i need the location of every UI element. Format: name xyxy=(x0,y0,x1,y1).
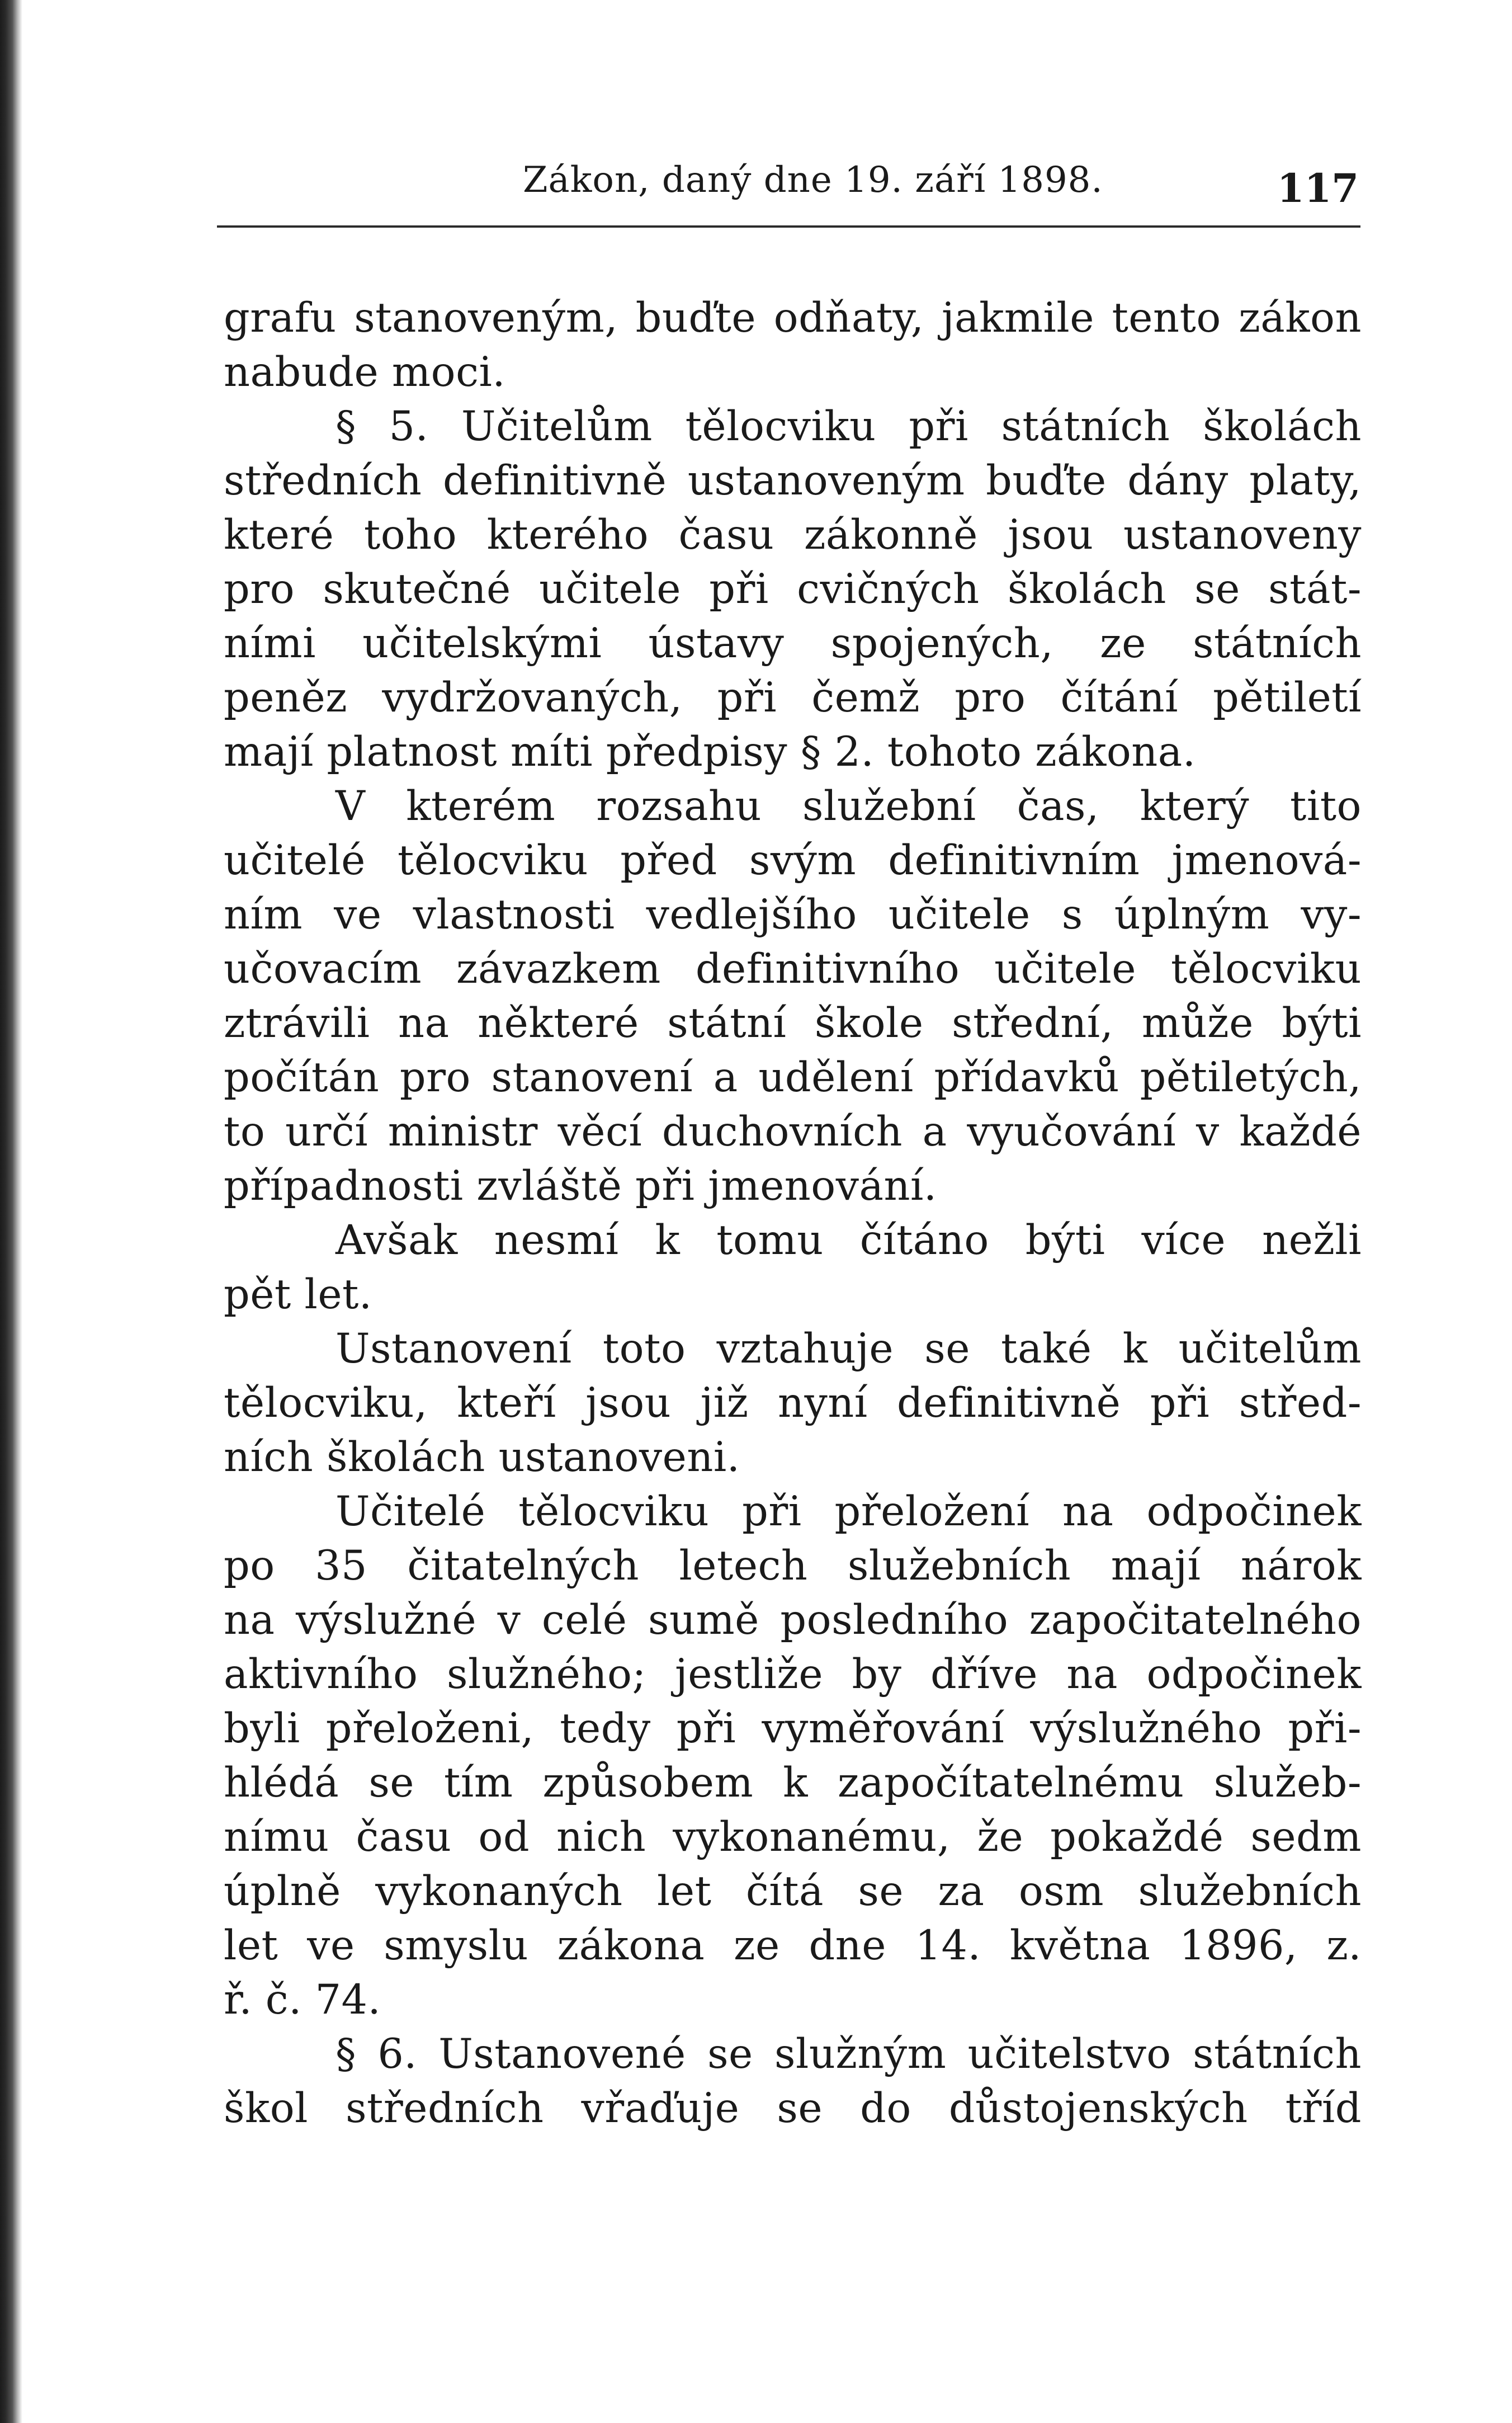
text-line: Učitelé tělocviku při přeložení na odpočinek xyxy=(336,1488,1362,1535)
text-line: ním ve vlastnosti vedlejšího učitele s úplným vy- xyxy=(224,891,1362,939)
text-line: tělocviku, kteří jsou již nyní definitivně při střed- xyxy=(224,1379,1362,1427)
text-line: mají platnost míti předpisy § 2. tohoto zákona. xyxy=(224,728,1196,776)
text-line: případnosti zvláště při jmenování. xyxy=(224,1162,937,1210)
text-line: § 6. Ustanovené se služným učitelstvo státních xyxy=(336,2030,1362,2078)
text-line: škol středních vřaďuje se do důstojenských tříd xyxy=(224,2085,1362,2132)
text-line: § 5. Učitelům tělocviku při státních školách xyxy=(336,403,1362,450)
text-line: hlédá se tím způsobem k započítatelnému služeb- xyxy=(224,1759,1362,1807)
text-line: učitelé tělocviku před svým definitivním jmenová- xyxy=(224,837,1362,884)
text-line: které toho kterého času zákonně jsou ustanoveny xyxy=(224,511,1362,559)
text-line: ních školách ustanoveni. xyxy=(224,1434,740,1481)
text-line: pro skutečné učitele při cvičných školách se stát- xyxy=(224,565,1362,613)
header-rule xyxy=(217,225,1360,228)
page-header xyxy=(224,159,1359,215)
text-line: učovacím závazkem definitivního učitele tělocviku xyxy=(224,945,1362,993)
text-line: ř. č. 74. xyxy=(224,1976,381,2024)
text-line: středních definitivně ustanoveným buďte dány platy, xyxy=(224,457,1362,505)
text-line: Ustanovení toto vztahuje se také k učitelům xyxy=(336,1325,1362,1373)
page-number: 117 xyxy=(1277,165,1359,211)
text-line: V kterém rozsahu služební čas, který tito xyxy=(336,782,1362,830)
text-line: byli přeloženi, tedy při vyměřování výslužného při- xyxy=(224,1705,1362,1752)
text-line: úplně vykonaných let čítá se za osm služebních xyxy=(224,1868,1362,1915)
text-line: počítán pro stanovení a udělení přídavků pětiletých, xyxy=(224,1054,1362,1101)
scan-edge-shadow xyxy=(0,0,22,2423)
text-line: to určí ministr věcí duchovních a vyučování v každé xyxy=(224,1108,1362,1156)
text-line: po 35 čitatelných letech služebních mají nárok xyxy=(224,1542,1362,1590)
text-line: Avšak nesmí k tomu čítáno býti více nežli xyxy=(336,1217,1362,1264)
text-line: let ve smyslu zákona ze dne 14. května 1896, z. xyxy=(224,1922,1362,1969)
text-line: pět let. xyxy=(224,1271,372,1318)
text-line: grafu stanoveným, buďte odňaty, jakmile tento zákon xyxy=(224,294,1362,342)
running-title: Zákon, daný dne 19. září 1898. xyxy=(523,159,1103,201)
text-line: peněz vydržovaných, při čemž pro čítání pětiletí xyxy=(224,674,1362,722)
text-line: na výslužné v celé sumě posledního započitatelného xyxy=(224,1596,1362,1644)
text-line: ztrávili na některé státní škole střední, může býti xyxy=(224,1000,1362,1047)
text-line: nabude moci. xyxy=(224,348,506,396)
text-line: aktivního služného; jestliže by dříve na odpočinek xyxy=(224,1651,1362,1698)
text-line: ními učitelskými ústavy spojených, ze státních xyxy=(224,620,1362,667)
text-line: nímu času od nich vykonanému, že pokaždé sedm xyxy=(224,1813,1362,1861)
body-text xyxy=(224,291,1362,2136)
